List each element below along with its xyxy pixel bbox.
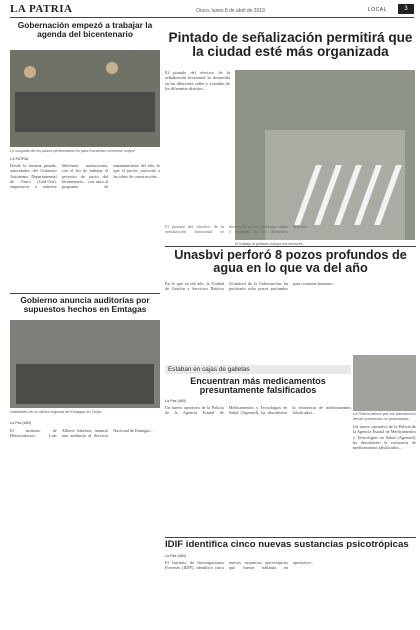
kicker-gobernacion: LA PATRIA (10, 157, 29, 161)
kicker-auditorias: La Paz (ABI) (10, 421, 31, 425)
body-auditorias: El ministro de Hidrocarburos, Luis Alberto Sánchez, anunció una auditoría al Servicio Nacional de Emtagas... (10, 428, 154, 439)
body-senalizacion: El pintado del efectivo de la señalización horizontal se desarrolla en las diferentes calles y avenidas de los diferentes distritos... (165, 224, 311, 235)
photo-gobernacion (10, 50, 160, 147)
caption-senalizacion: El trabajo al pintado incluye los sectores. (235, 242, 304, 246)
body-senalizacion-col1: El pintado del efectivo de la señalización horizontal se desarrolla en las diferentes calles y avenidas de los diferentes distritos... (165, 70, 232, 91)
headline-idif: IDIF identifica cinco nuevas sustancias psicotrópicas (165, 539, 409, 550)
divider-unasbvi (165, 246, 416, 247)
masthead-name: PATRIA (28, 3, 73, 15)
page-number: 3 (398, 4, 414, 14)
section-label: LOCAL (368, 7, 387, 13)
caption-auditorias: Habitantes en la oficina regional de Emtagas en Tarija. (10, 410, 102, 414)
headline-medicamentos: Encuentran más medicamentos presuntamente falsificados (190, 376, 326, 396)
photo-face-shape (24, 66, 36, 78)
photo-face-shape (106, 62, 118, 74)
divider-left (10, 293, 160, 294)
header-rule (10, 17, 414, 18)
photo-senalizacion (235, 70, 415, 240)
divider-idif (165, 537, 416, 538)
photo-unasbvi (353, 355, 416, 411)
headline-auditorias: Gobierno anuncia auditorías por supuestos hechos en Emtagas (20, 295, 150, 314)
dateline: Oruro, lunes 8 de abril de 2019 (196, 8, 265, 14)
headline-unasbvi: Unasbvi perforó 8 pozos profundos de agua en lo que va del año (174, 248, 407, 276)
caption-gobernacion: Lo ocupado de los pases performados en para encuentro tormenta' mayor. (10, 149, 136, 153)
kicker-top-medicamentos: Estaban en cajas de galletas (168, 366, 250, 373)
body-idif: El Instituto de Investigaciones Forenses (IDIF), identificó cinco nuevas sustancias psicotrópicas que fueron halladas en operativos... (165, 560, 315, 571)
masthead (10, 3, 72, 15)
kicker-medicamentos: La Paz (ABI) (165, 399, 186, 403)
kicker-idif: La Paz (ABI) (165, 554, 186, 558)
photo-people-shape (15, 92, 155, 132)
body-unasbvi: En lo que va del año, la Unidad de Gestión y Servicios Básicos (Unasbvi) de la Gobernación, ha perforado ocho pozos profundos para consumo humano... (165, 281, 336, 292)
photo-auditorias (10, 320, 160, 408)
body-gobernacion: Desde la semana pasada, autoridades del Gobierno Autónomo Departamental de Oruro (Gad-Oru), empezaron a reunirse diferentes instituciones, con el fin de trabajar el proyecto de pacto del bicentenario... con mira al programa de mantenimiento del año, lo que el jueves conocido a las ideas de construcción... (10, 163, 162, 190)
photo-group-shape (16, 364, 154, 404)
masthead-prefix: LA (10, 3, 26, 15)
caption-unasbvi: La Policía afirma que los laboratorios tenían sustancias no autorizadas. (353, 412, 416, 421)
body-medicamentos-side: Un nuevo operativo de la Policía de la Agencia Estatal de Medicamentos y Tecnologías en Salud (Agemed), ha descubierto la existencia de medicamentos falsificados... (353, 424, 418, 451)
headline-senalizacion: Pintado de señalización permitirá que la ciudad esté más organizada (168, 30, 413, 60)
headline-gobernacion: Gobernación empezó a trabajar la agenda del bicentenario (17, 20, 153, 39)
body-medicamentos: Un nuevo operativo de la Policía de la Agencia Estatal de Medicamentos y Tecnologías en Salud (Agemed), ha descubierto la existencia de medicamentos falsificados... (165, 405, 353, 416)
